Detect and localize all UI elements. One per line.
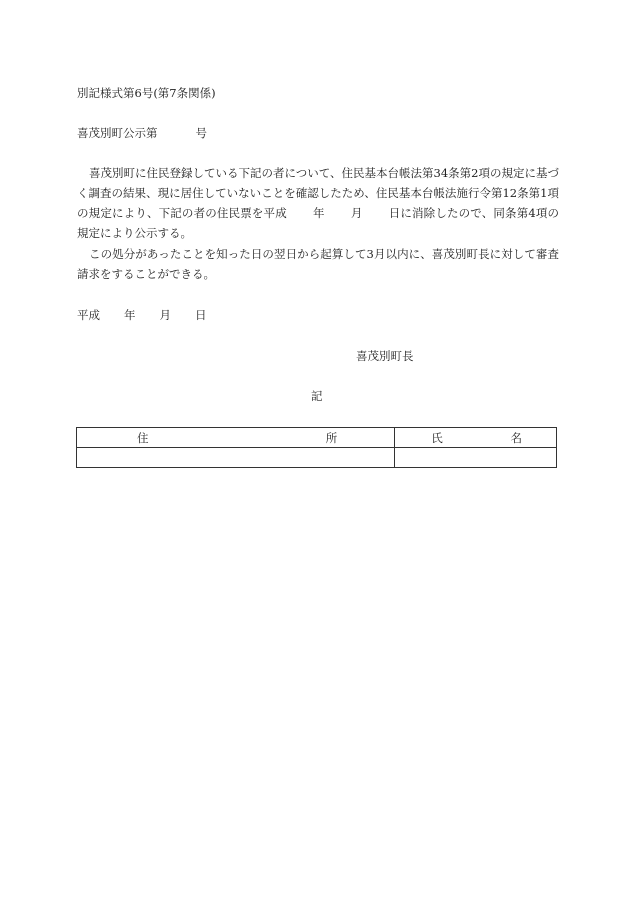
address-cell xyxy=(77,448,395,468)
name-header xyxy=(395,428,557,448)
address-header-char-2: 所 xyxy=(325,430,338,445)
date-month: 月 xyxy=(159,308,171,322)
table-row xyxy=(77,448,557,468)
body-p1-text-b: 日に消除したので、同条第4項の規定により公示する。 xyxy=(77,206,560,240)
body-paragraph-1 xyxy=(77,163,559,243)
address-header xyxy=(77,428,395,448)
ki-label: 記 xyxy=(311,389,323,403)
body-paragraph-2: この処分があったことを知った日の翌日から起算して3月以内に、喜茂別町長に対して審査請求をすることができる。 xyxy=(77,247,559,281)
name-header-char-2: 名 xyxy=(510,430,522,445)
body-p1-year: 年 xyxy=(312,206,325,220)
form-header: 別記様式第6号(第7条関係) xyxy=(77,86,216,100)
date-day: 日 xyxy=(195,308,207,322)
body-p1-text-a: 喜茂別町に住民登録している下記の者について、住民基本台帳法第34条第2項の規定に基づく調査の結果、現に居住していないことを確認したため、住民基本台帳法施行令第12条第1項の規定により、下記の者の住民票を平成 xyxy=(77,166,559,220)
issuer: 喜茂別町長 xyxy=(356,349,414,363)
target-table xyxy=(76,427,557,468)
name-cell xyxy=(395,448,557,468)
body-p1-month: 月 xyxy=(350,206,363,220)
notice-number xyxy=(77,126,207,140)
date-line xyxy=(77,308,207,322)
notice-prefix: 喜茂別町公示第 xyxy=(77,126,158,140)
table-header-row xyxy=(77,428,557,448)
date-era: 平成 xyxy=(77,308,100,322)
date-year: 年 xyxy=(124,308,136,322)
notice-suffix: 号 xyxy=(195,126,207,140)
address-header-char-1: 住 xyxy=(137,430,149,445)
name-header-char-1: 氏 xyxy=(431,430,443,445)
